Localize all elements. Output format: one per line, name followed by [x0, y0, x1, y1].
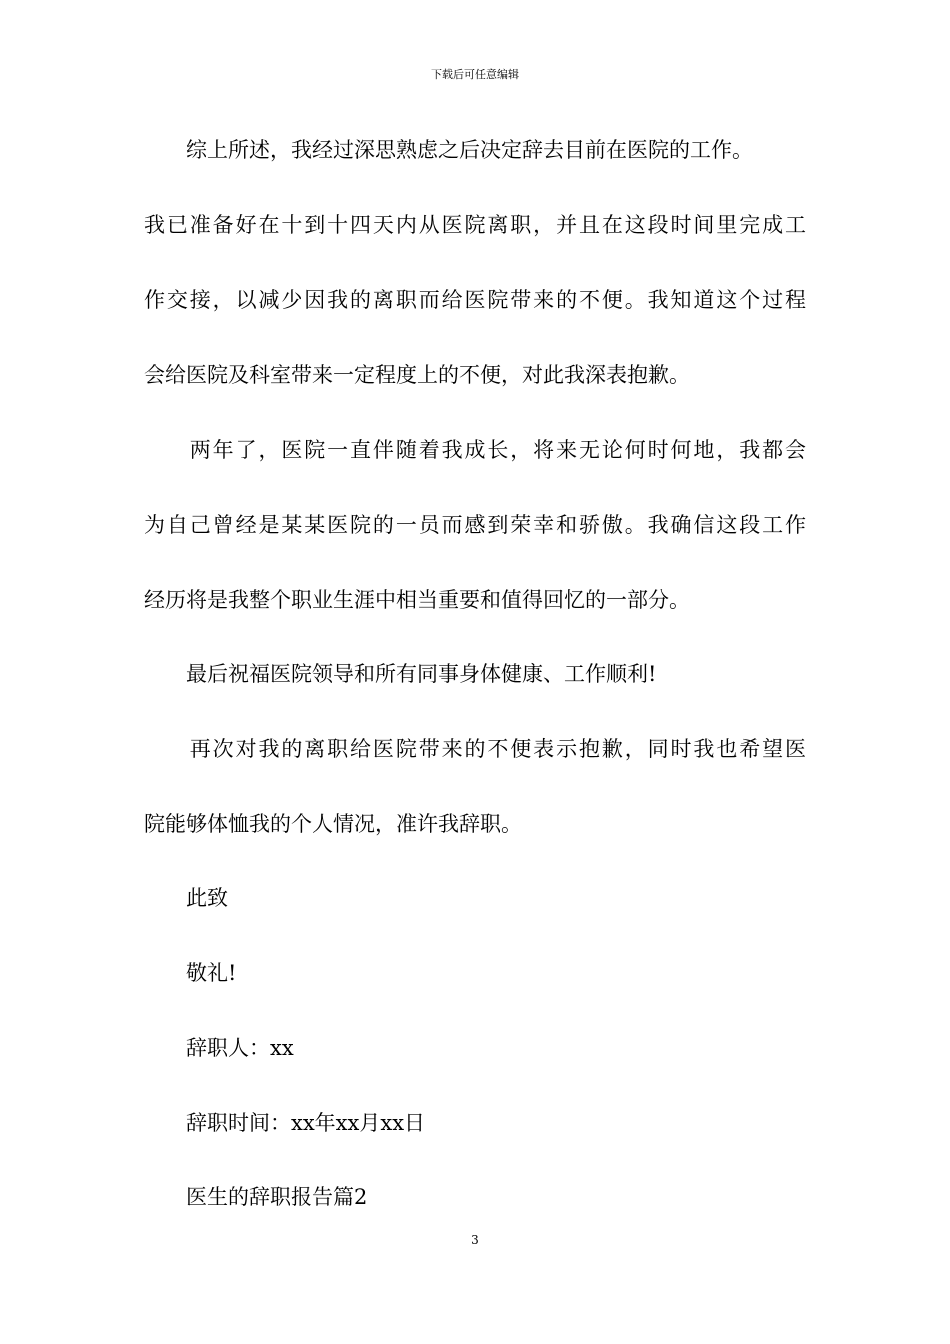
paragraph-line: 经历将是我整个职业生涯中相当重要和值得回忆的一部分。 — [144, 588, 690, 612]
paragraph-line: 为自己曾经是某某医院的一员而感到荣幸和骄傲。我确信这段工作 — [144, 513, 806, 537]
page-number: 3 — [471, 1233, 479, 1247]
paragraph-line: 再次对我的离职给医院带来的不便表示抱歉，同时我也希望医 — [144, 737, 806, 761]
section-heading: 医生的辞职报告篇2 — [144, 1185, 368, 1209]
signature-date: 辞职时间：xx年xx月xx日 — [144, 1111, 426, 1135]
paragraph-line: 院能够体恤我的个人情况，准许我辞职。 — [144, 812, 522, 836]
paragraph-line: 作交接，以减少因我的离职而给医院带来的不便。我知道这个过程 — [144, 288, 806, 312]
paragraph-line: 会给医院及科室带来一定程度上的不便，对此我深表抱歉。 — [144, 363, 690, 387]
paragraph-line: 两年了，医院一直伴随着我成长，将来无论何时何地，我都会 — [144, 438, 806, 462]
closing-regards: 敬礼! — [144, 961, 237, 985]
paragraph-line: 我已准备好在十到十四天内从医院离职，并且在这段时间里完成工 — [144, 213, 806, 237]
closing-salutation: 此致 — [144, 886, 228, 910]
paragraph-line: 综上所述，我经过深思熟虑之后决定辞去目前在医院的工作。 — [144, 138, 753, 162]
paragraph-line: 最后祝福医院领导和所有同事身体健康、工作顺利! — [144, 662, 657, 686]
signature-name: 辞职人：xx — [144, 1036, 294, 1060]
page-header: 下载后可任意编辑 — [431, 68, 519, 81]
